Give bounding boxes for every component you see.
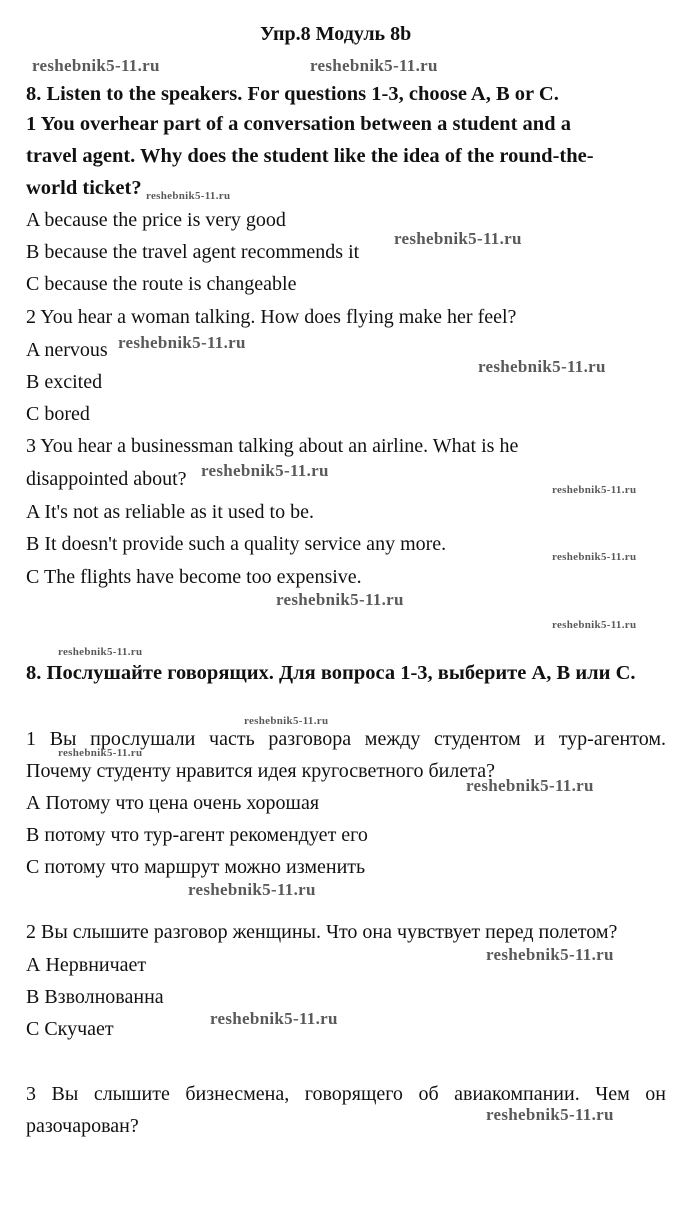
- watermark: reshebnik5-11.ru: [146, 190, 231, 202]
- english-q2-question: 2 You hear a woman talking. How does flying make her feel?: [26, 306, 517, 328]
- page-title: Упр.8 Модуль 8b: [260, 23, 412, 45]
- russian-q2-option-c: С Скучает: [26, 1018, 114, 1040]
- watermark: reshebnik5-11.ru: [552, 619, 637, 631]
- russian-q3-line1: 3 Вы слышите бизнесмена, говорящего об авиакомпании. Чем он: [26, 1083, 666, 1105]
- english-q3-option-c: C The flights have become too expensive.: [26, 566, 362, 588]
- russian-q1-option-a: А Потому что цена очень хорошая: [26, 792, 320, 814]
- russian-q1-option-b: В потому что тур-агент рекомендует его: [26, 824, 368, 846]
- english-q3-option-a: A It's not as reliable as it used to be.: [26, 501, 314, 523]
- english-q1-option-c: C because the route is changeable: [26, 273, 297, 295]
- english-q2-option-a: A nervous: [26, 339, 108, 361]
- russian-q1-line2: Почему студенту нравится идея кругосветного билета?: [26, 760, 495, 782]
- english-q3-line2: disappointed about?: [26, 468, 187, 490]
- watermark: reshebnik5-11.ru: [32, 56, 160, 75]
- watermark: reshebnik5-11.ru: [394, 229, 522, 248]
- english-q2-option-c: C bored: [26, 403, 90, 425]
- english-instruction: 8. Listen to the speakers. For questions 1-3, choose A, B or C.: [26, 83, 559, 105]
- russian-q1-line1: 1 Вы прослушали часть разговора между студентом и тур-агентом.: [26, 728, 666, 750]
- watermark: reshebnik5-11.ru: [466, 776, 594, 795]
- watermark: reshebnik5-11.ru: [58, 747, 143, 759]
- english-q1-line1: 1 You overhear part of a conversation between a student and a: [26, 113, 571, 135]
- russian-q2-question: 2 Вы слышите разговор женщины. Что она чувствует перед полетом?: [26, 921, 618, 943]
- watermark: reshebnik5-11.ru: [486, 945, 614, 964]
- russian-instruction: 8. Послушайте говорящих. Для вопроса 1-3, выберите А, В или С.: [26, 662, 636, 684]
- english-q3-option-b: B It doesn't provide such a quality service any more.: [26, 533, 447, 555]
- english-q1-option-b: B because the travel agent recommends it: [26, 241, 360, 263]
- english-q2-option-b: B excited: [26, 371, 103, 393]
- watermark: reshebnik5-11.ru: [276, 590, 404, 609]
- watermark: reshebnik5-11.ru: [188, 880, 316, 899]
- russian-q1-option-c: С потому что маршрут можно изменить: [26, 856, 366, 878]
- watermark: reshebnik5-11.ru: [244, 715, 329, 727]
- english-q1-line3: world ticket?: [26, 177, 142, 199]
- russian-q3-line2: разочарован?: [26, 1115, 139, 1137]
- watermark: reshebnik5-11.ru: [58, 646, 143, 658]
- russian-q2-option-a: А Нервничает: [26, 954, 147, 976]
- watermark: reshebnik5-11.ru: [552, 551, 637, 563]
- watermark: reshebnik5-11.ru: [552, 484, 637, 496]
- watermark: reshebnik5-11.ru: [486, 1105, 614, 1124]
- watermark: reshebnik5-11.ru: [201, 461, 329, 480]
- english-q1-line2: travel agent. Why does the student like the idea of the round-the-: [26, 145, 594, 167]
- watermark: reshebnik5-11.ru: [310, 56, 438, 75]
- english-q1-option-a: A because the price is very good: [26, 209, 286, 231]
- watermark: reshebnik5-11.ru: [478, 357, 606, 376]
- russian-q2-option-b: В Взволнованна: [26, 986, 164, 1008]
- english-q3-line1: 3 You hear a businessman talking about an airline. What is he: [26, 435, 519, 457]
- watermark: reshebnik5-11.ru: [210, 1009, 338, 1028]
- watermark: reshebnik5-11.ru: [118, 333, 246, 352]
